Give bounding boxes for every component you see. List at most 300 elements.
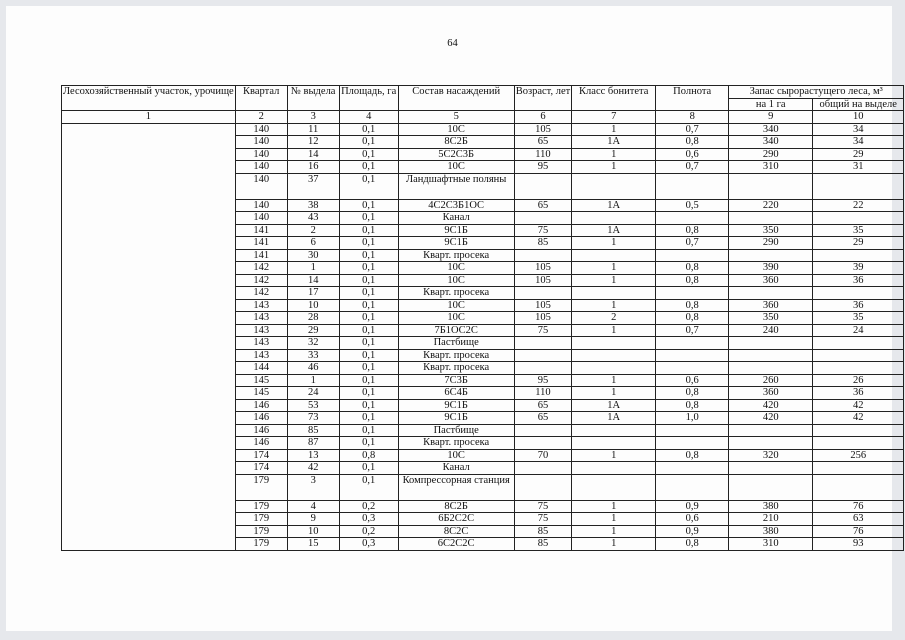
class-cell [572,474,656,500]
age-cell: 105 [514,262,572,275]
plot-number-cell: 37 [287,173,339,199]
age-cell [514,362,572,375]
age-cell: 110 [514,148,572,161]
density-cell [656,212,729,225]
quarter-cell: 146 [235,437,287,450]
age-cell: 85 [514,237,572,250]
composition-cell: Кварт. просека [398,437,514,450]
quarter-cell: 141 [235,237,287,250]
table-row [62,123,904,136]
area-cell: 0,1 [339,387,398,400]
class-cell: 1 [572,324,656,337]
density-cell: 0,8 [656,312,729,325]
stock-total-cell: 93 [813,538,904,551]
age-cell [514,437,572,450]
age-cell: 65 [514,199,572,212]
composition-cell: Канал [398,462,514,475]
class-cell: 1 [572,538,656,551]
class-cell: 1 [572,148,656,161]
area-cell: 0,1 [339,212,398,225]
density-cell: 0,8 [656,538,729,551]
age-cell [514,249,572,262]
stock-total-cell [813,173,904,199]
plot-number-cell: 28 [287,312,339,325]
age-cell: 70 [514,449,572,462]
density-cell [656,437,729,450]
stock-per-ha-cell: 390 [729,262,813,275]
stock-per-ha-cell: 380 [729,500,813,513]
plot-number-cell: 9 [287,513,339,526]
density-cell: 0,8 [656,136,729,149]
stock-total-cell [813,349,904,362]
plot-number-cell: 15 [287,538,339,551]
area-cell: 0,1 [339,424,398,437]
col-number: 8 [656,111,729,124]
area-cell: 0,1 [339,299,398,312]
stock-total-cell: 35 [813,224,904,237]
density-cell: 1,0 [656,412,729,425]
plot-number-cell: 29 [287,324,339,337]
class-cell [572,212,656,225]
composition-cell: 4С2С3Б1ОС [398,199,514,212]
class-cell: 2 [572,312,656,325]
stock-total-cell: 39 [813,262,904,275]
density-cell: 0,8 [656,449,729,462]
stock-per-ha-cell: 350 [729,312,813,325]
age-cell [514,212,572,225]
stock-per-ha-cell [729,337,813,350]
composition-cell: Кварт. просека [398,349,514,362]
stock-per-ha-cell: 350 [729,224,813,237]
stock-total-cell [813,287,904,300]
class-cell [572,249,656,262]
stock-total-cell: 34 [813,123,904,136]
quarter-cell: 143 [235,299,287,312]
area-cell: 0,1 [339,362,398,375]
area-cell: 0,1 [339,437,398,450]
stock-total-cell [813,462,904,475]
area-cell: 0,1 [339,249,398,262]
age-cell: 65 [514,412,572,425]
stock-total-cell: 36 [813,387,904,400]
plot-number-cell: 42 [287,462,339,475]
plot-number-cell: 10 [287,299,339,312]
plot-number-cell: 30 [287,249,339,262]
composition-cell: 10С [398,274,514,287]
density-cell [656,462,729,475]
stock-per-ha-cell [729,349,813,362]
composition-cell: Пастбище [398,424,514,437]
stock-per-ha-cell: 380 [729,525,813,538]
density-cell: 0,6 [656,374,729,387]
density-cell [656,287,729,300]
composition-cell: Ландшафтные поляны [398,173,514,199]
col-number: 9 [729,111,813,124]
quarter-cell: 142 [235,274,287,287]
plot-number-cell: 16 [287,161,339,174]
stock-total-cell: 256 [813,449,904,462]
stock-per-ha-cell: 220 [729,199,813,212]
area-cell: 0,1 [339,287,398,300]
age-cell: 105 [514,274,572,287]
class-cell [572,349,656,362]
area-cell: 0,1 [339,173,398,199]
quarter-cell: 143 [235,324,287,337]
quarter-cell: 146 [235,399,287,412]
stock-total-cell: 26 [813,374,904,387]
density-cell: 0,7 [656,237,729,250]
composition-cell: 8С2Б [398,136,514,149]
age-cell: 85 [514,525,572,538]
quarter-cell: 179 [235,500,287,513]
header-col-5: Состав насаждений [398,86,514,111]
area-cell: 0,1 [339,374,398,387]
quarter-cell: 146 [235,412,287,425]
density-cell: 0,6 [656,148,729,161]
density-cell [656,362,729,375]
quarter-cell: 140 [235,161,287,174]
plot-number-cell: 2 [287,224,339,237]
age-cell [514,337,572,350]
quarter-cell: 179 [235,538,287,551]
composition-cell: 10С [398,312,514,325]
area-cell: 0,1 [339,136,398,149]
area-cell: 0,1 [339,262,398,275]
age-cell: 75 [514,500,572,513]
col-number: 1 [62,111,236,124]
area-cell: 0,1 [339,199,398,212]
plot-number-cell: 14 [287,148,339,161]
class-cell: 1А [572,199,656,212]
plot-number-cell: 73 [287,412,339,425]
quarter-cell: 141 [235,249,287,262]
composition-cell: 8С2С [398,525,514,538]
class-cell [572,462,656,475]
age-cell: 75 [514,324,572,337]
density-cell [656,474,729,500]
stock-per-ha-cell: 340 [729,136,813,149]
header-col-4: Площадь, га [339,86,398,111]
class-cell: 1 [572,387,656,400]
stock-per-ha-cell: 320 [729,449,813,462]
stock-per-ha-cell: 210 [729,513,813,526]
stock-per-ha-cell: 420 [729,399,813,412]
plot-number-cell: 17 [287,287,339,300]
composition-cell: 6Б2С2С [398,513,514,526]
stock-per-ha-cell [729,362,813,375]
age-cell [514,287,572,300]
stock-per-ha-cell [729,249,813,262]
density-cell: 0,7 [656,324,729,337]
quarter-cell: 179 [235,513,287,526]
area-cell: 0,1 [339,324,398,337]
quarter-cell: 142 [235,287,287,300]
header-col-9: на 1 га [729,98,813,111]
class-cell: 1А [572,412,656,425]
composition-cell: Кварт. просека [398,249,514,262]
quarter-cell: 141 [235,224,287,237]
area-cell: 0,8 [339,449,398,462]
density-cell: 0,9 [656,525,729,538]
age-cell: 95 [514,161,572,174]
composition-cell: 6С4Б [398,387,514,400]
stock-per-ha-cell [729,474,813,500]
class-cell: 1 [572,161,656,174]
area-cell: 0,2 [339,525,398,538]
age-cell [514,349,572,362]
class-cell [572,362,656,375]
composition-cell: 8С2Б [398,500,514,513]
stock-per-ha-cell: 310 [729,538,813,551]
density-cell: 0,7 [656,123,729,136]
quarter-cell: 140 [235,123,287,136]
age-cell: 75 [514,513,572,526]
plot-number-cell: 10 [287,525,339,538]
plot-number-cell: 53 [287,399,339,412]
area-cell: 0,1 [339,462,398,475]
quarter-cell: 174 [235,462,287,475]
density-cell [656,173,729,199]
density-cell: 0,8 [656,299,729,312]
quarter-cell: 144 [235,362,287,375]
age-cell: 105 [514,299,572,312]
quarter-cell: 142 [235,262,287,275]
age-cell [514,424,572,437]
area-cell: 0,1 [339,349,398,362]
header-col-7: Класс бонитета [572,86,656,111]
class-cell [572,287,656,300]
stock-per-ha-cell [729,212,813,225]
density-cell: 0,6 [656,513,729,526]
stock-total-cell [813,424,904,437]
quarter-cell: 140 [235,136,287,149]
stock-per-ha-cell: 310 [729,161,813,174]
column-number-row [62,111,904,124]
area-cell: 0,1 [339,337,398,350]
stock-total-cell: 76 [813,500,904,513]
density-cell: 0,5 [656,199,729,212]
area-cell: 0,1 [339,148,398,161]
age-cell: 95 [514,374,572,387]
quarter-cell: 140 [235,199,287,212]
class-cell: 1 [572,449,656,462]
class-cell [572,173,656,199]
composition-cell: Канал [398,212,514,225]
quarter-cell: 140 [235,212,287,225]
age-cell: 105 [514,312,572,325]
class-cell: 1 [572,513,656,526]
plot-number-cell: 14 [287,274,339,287]
header-col-3: № выдела [287,86,339,111]
plot-number-cell: 3 [287,474,339,500]
composition-cell: 7С3Б [398,374,514,387]
composition-cell: 7Б1ОС2С [398,324,514,337]
area-cell: 0,1 [339,224,398,237]
quarter-cell: 146 [235,424,287,437]
density-cell: 0,8 [656,387,729,400]
plot-number-cell: 43 [287,212,339,225]
stock-total-cell [813,249,904,262]
composition-cell: Пастбище [398,337,514,350]
density-cell [656,349,729,362]
stock-total-cell [813,212,904,225]
area-cell: 0,1 [339,274,398,287]
stock-total-cell: 63 [813,513,904,526]
stock-per-ha-cell: 240 [729,324,813,337]
quarter-cell: 145 [235,387,287,400]
table-body [62,111,904,551]
header-col-2: Квартал [235,86,287,111]
class-cell: 1 [572,262,656,275]
plot-number-cell: 46 [287,362,339,375]
header-col-6: Возраст, лет [514,86,572,111]
plot-number-cell: 33 [287,349,339,362]
area-cell: 0,3 [339,513,398,526]
quarter-cell: 179 [235,474,287,500]
density-cell [656,424,729,437]
plot-number-cell: 1 [287,262,339,275]
stock-per-ha-cell [729,287,813,300]
stock-per-ha-cell: 360 [729,387,813,400]
plot-number-cell: 85 [287,424,339,437]
col-number: 4 [339,111,398,124]
area-cell: 0,1 [339,399,398,412]
stock-total-cell: 42 [813,412,904,425]
area-cell: 0,1 [339,474,398,500]
quarter-cell: 174 [235,449,287,462]
age-cell: 65 [514,399,572,412]
class-cell [572,437,656,450]
quarter-cell: 143 [235,337,287,350]
stock-total-cell [813,474,904,500]
area-cell: 0,1 [339,161,398,174]
stock-per-ha-cell [729,437,813,450]
plot-number-cell: 6 [287,237,339,250]
stock-total-cell [813,362,904,375]
stock-total-cell: 29 [813,148,904,161]
stock-total-cell [813,337,904,350]
composition-cell: 10С [398,161,514,174]
stock-total-cell: 36 [813,274,904,287]
area-cell: 0,1 [339,123,398,136]
stock-total-cell: 76 [813,525,904,538]
header-col-10: общий на выделе [813,98,904,111]
class-cell: 1 [572,525,656,538]
composition-cell: 10С [398,449,514,462]
stock-total-cell: 36 [813,299,904,312]
header-stock-group: Запас сырорастущего леса, м³ [729,86,904,99]
composition-cell: 10С [398,262,514,275]
quarter-cell: 145 [235,374,287,387]
age-cell: 75 [514,224,572,237]
density-cell: 0,8 [656,262,729,275]
composition-cell: 9С1Б [398,237,514,250]
area-cell: 0,2 [339,500,398,513]
stock-per-ha-cell: 360 [729,299,813,312]
class-cell: 1 [572,237,656,250]
stock-per-ha-cell: 360 [729,274,813,287]
age-cell [514,474,572,500]
area-cell: 0,3 [339,538,398,551]
density-cell: 0,7 [656,161,729,174]
composition-cell: 10С [398,299,514,312]
composition-cell: 9С1Б [398,399,514,412]
header-col-1: Лесохозяйственный участок, урочище [62,86,236,111]
composition-cell: 9С1Б [398,224,514,237]
col-number: 7 [572,111,656,124]
stock-total-cell: 35 [813,312,904,325]
density-cell: 0,8 [656,274,729,287]
class-cell: 1А [572,224,656,237]
stock-total-cell: 34 [813,136,904,149]
stock-per-ha-cell: 290 [729,237,813,250]
stock-total-cell: 42 [813,399,904,412]
page-number: 64 [447,38,458,49]
plot-number-cell: 12 [287,136,339,149]
class-cell: 1 [572,299,656,312]
density-cell: 0,8 [656,224,729,237]
col-number: 10 [813,111,904,124]
composition-cell: 9С1Б [398,412,514,425]
plot-number-cell: 1 [287,374,339,387]
quarter-cell: 140 [235,148,287,161]
class-cell [572,424,656,437]
area-cell: 0,1 [339,312,398,325]
composition-cell: 10С [398,123,514,136]
stock-per-ha-cell: 340 [729,123,813,136]
stock-total-cell: 29 [813,237,904,250]
class-cell: 1 [572,123,656,136]
quarter-cell: 179 [235,525,287,538]
class-cell: 1А [572,399,656,412]
composition-cell: 6С2С2С [398,538,514,551]
stock-per-ha-cell [729,462,813,475]
density-cell: 0,8 [656,399,729,412]
plot-number-cell: 13 [287,449,339,462]
composition-cell: Компрессорная станция [398,474,514,500]
density-cell [656,249,729,262]
quarter-cell: 140 [235,173,287,199]
age-cell [514,462,572,475]
stock-per-ha-cell [729,424,813,437]
plot-number-cell: 32 [287,337,339,350]
plot-number-cell: 11 [287,123,339,136]
stock-per-ha-cell: 260 [729,374,813,387]
area-cell: 0,1 [339,237,398,250]
stock-total-cell: 31 [813,161,904,174]
density-cell [656,337,729,350]
stock-total-cell [813,437,904,450]
class-cell [572,337,656,350]
class-cell: 1А [572,136,656,149]
forest-inventory-table [61,85,904,551]
stock-total-cell: 22 [813,199,904,212]
composition-cell: Кварт. просека [398,362,514,375]
class-cell: 1 [572,500,656,513]
age-cell: 110 [514,387,572,400]
density-cell: 0,9 [656,500,729,513]
age-cell: 85 [514,538,572,551]
stock-per-ha-cell: 290 [729,148,813,161]
class-cell: 1 [572,274,656,287]
col-number: 3 [287,111,339,124]
col-number: 2 [235,111,287,124]
composition-cell: Кварт. просека [398,287,514,300]
quarter-cell: 143 [235,312,287,325]
age-cell: 105 [514,123,572,136]
header-row [62,86,904,99]
col-number: 5 [398,111,514,124]
